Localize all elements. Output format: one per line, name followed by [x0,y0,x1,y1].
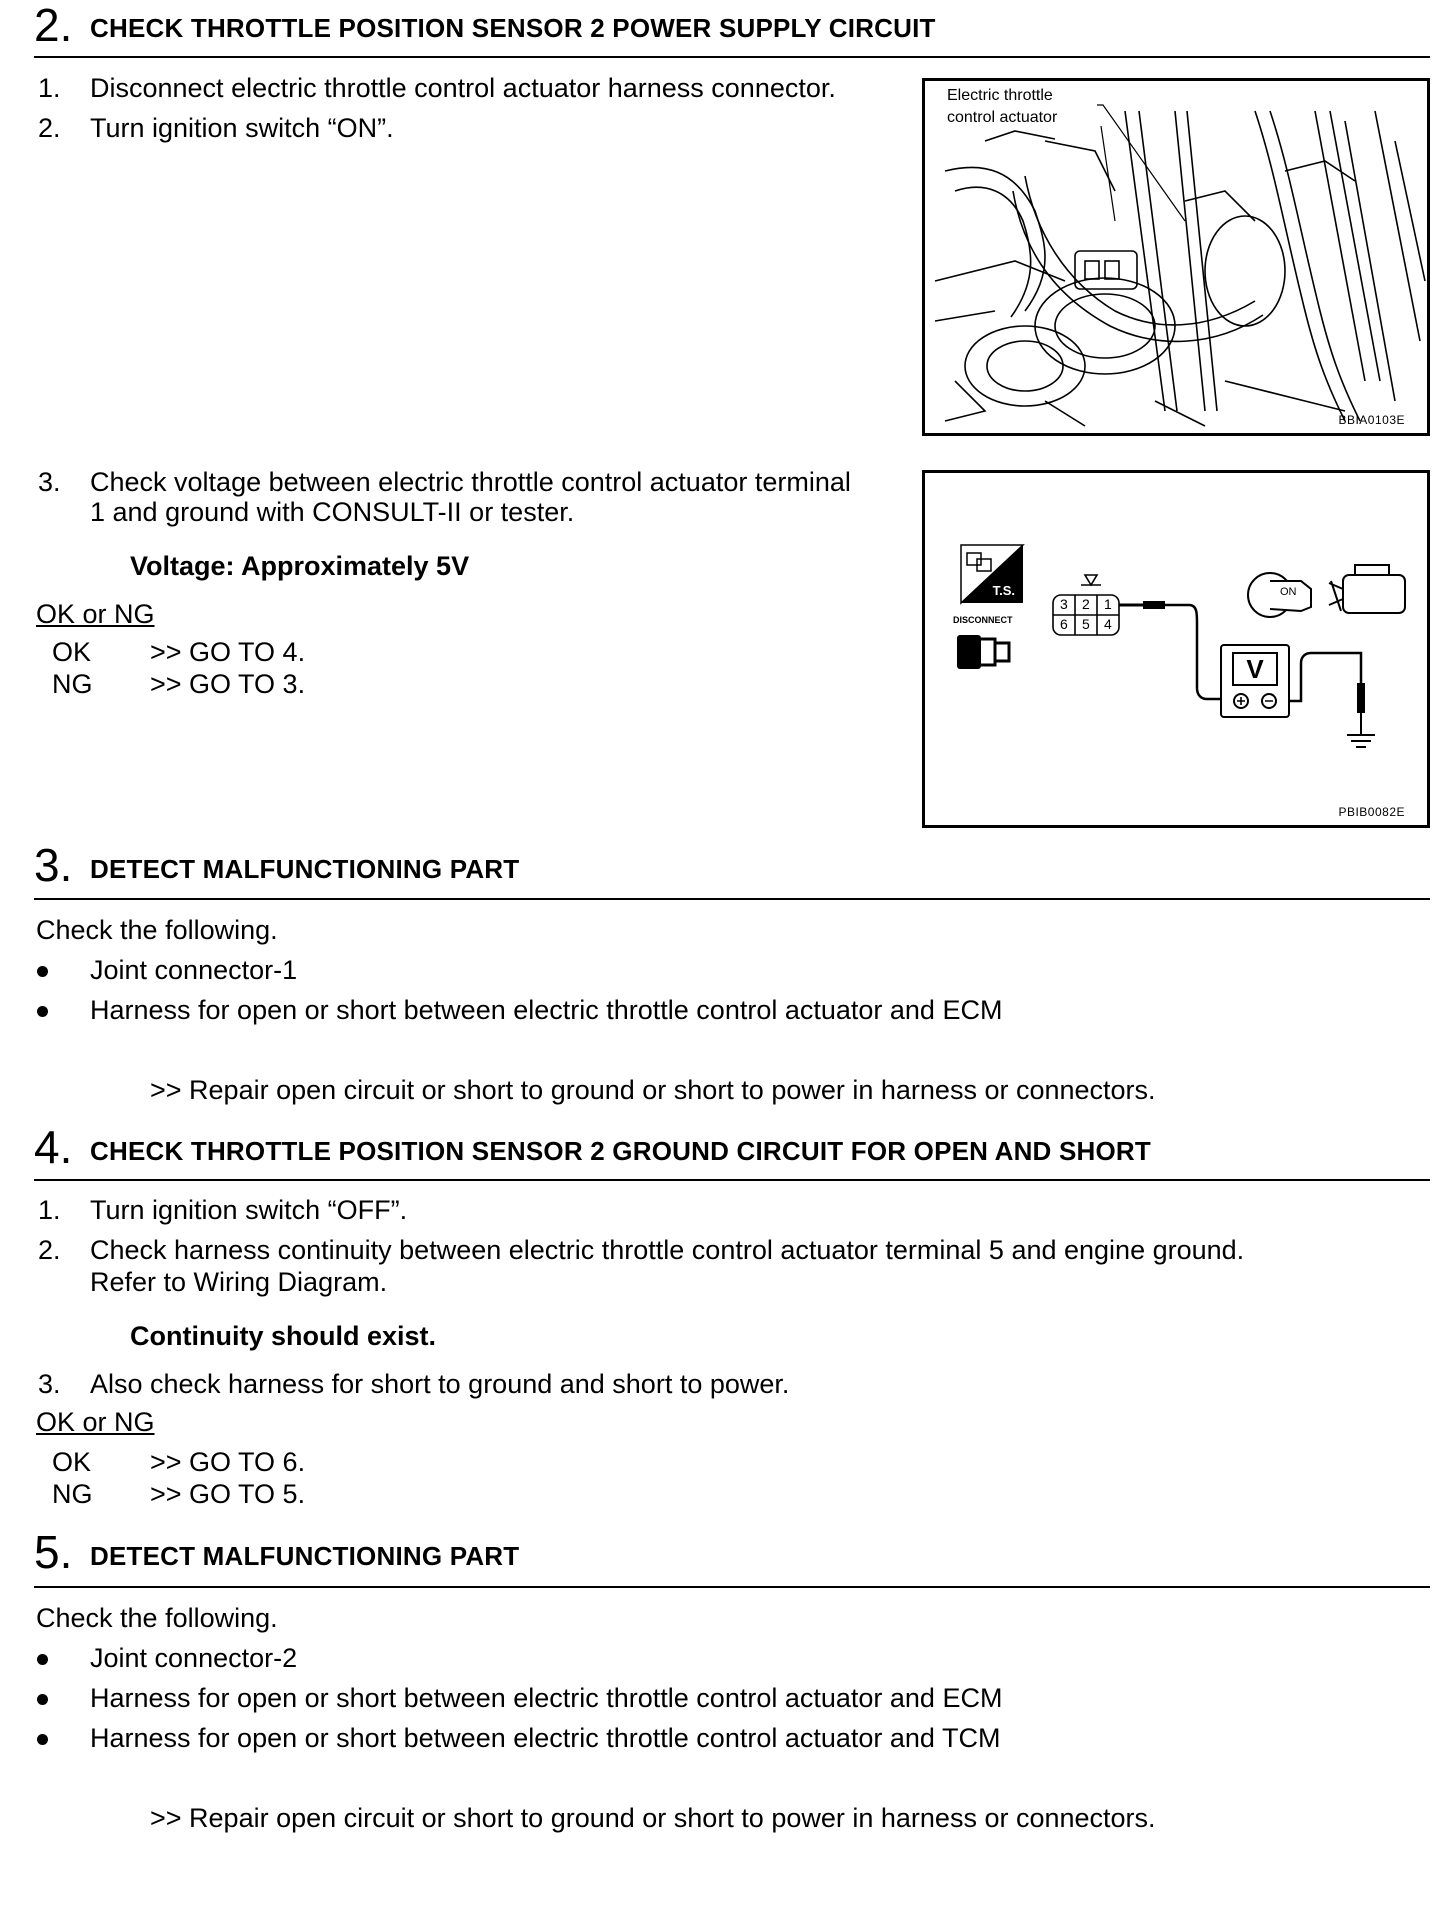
section-divider [34,898,1430,900]
ts-label: T.S. [992,583,1015,598]
instruction-text: Turn ignition switch “OFF”. [90,1195,408,1225]
ng-action: >> GO TO 5. [150,1479,306,1509]
bullet-icon [37,1694,48,1705]
instruction-text: Turn ignition switch “ON”. [90,113,394,143]
pin-label: 5 [1082,616,1090,632]
voltage-check-figure [922,470,1430,828]
list-item: Harness for open or short between electric throttle control actuator and ECM [90,995,1003,1025]
spec-text: Voltage: Approximately 5V [130,551,470,581]
list-item: Joint connector-2 [90,1643,298,1673]
step-number: 2. [34,0,73,51]
spec-text: Continuity should exist. [130,1321,437,1351]
ng-label: NG [52,669,93,699]
result-text: >> Repair open circuit or short to ground or short to power in harness or connectors. [150,1803,1156,1833]
bullet-icon [37,1734,48,1745]
bullet-icon [37,1654,48,1665]
callout-line: Electric throttle [947,87,1053,104]
intro-text: Check the following. [36,915,278,945]
pin-label: 6 [1060,616,1068,632]
ok-action: >> GO TO 4. [150,637,306,667]
ok-label: OK [52,1447,92,1477]
figure-code: PBIB0082E [1338,805,1405,819]
step-number: 5. [34,1526,73,1578]
step-title: CHECK THROTTLE POSITION SENSOR 2 POWER SUPPLY CIRCUIT [90,13,936,43]
list-number: 1. [38,73,61,103]
voltmeter-label: V [1246,654,1264,684]
ok-label: OK [52,637,92,667]
ng-label: NG [52,1479,93,1509]
list-item: Harness for open or short between electric throttle control actuator and TCM [90,1723,1001,1753]
section-divider [34,1179,1430,1181]
section-divider [34,1586,1430,1588]
engine-bay-figure [922,78,1430,436]
step-number: 4. [34,1121,73,1173]
list-number: 3. [38,467,61,497]
pin-label: 4 [1104,616,1112,632]
list-number: 2. [38,113,61,143]
instruction-text: Disconnect electric throttle control actuator harness connector. [90,73,836,103]
engine-icon [1329,565,1405,613]
ok-ng-label: OK or NG [36,599,155,629]
key-on-label: ON [1280,586,1297,598]
disconnect-label: DISCONNECT [953,615,1013,625]
step-title: CHECK THROTTLE POSITION SENSOR 2 GROUND CIRCUIT FOR OPEN AND SHORT [90,1136,1151,1166]
list-number: 2. [38,1235,61,1265]
instruction-text: 1 and ground with CONSULT-II or tester. [90,497,575,527]
bullet-icon [37,1006,48,1017]
step-number: 3. [34,839,73,891]
section-divider [34,56,1430,58]
step-title: DETECT MALFUNCTIONING PART [90,1541,520,1571]
list-number: 1. [38,1195,61,1225]
bullet-icon [37,966,48,977]
ok-ng-label: OK or NG [36,1407,155,1437]
instruction-text: Check voltage between electric throttle control actuator terminal [90,467,851,497]
disconnect-connector-icon [957,635,1009,669]
connector-pin-grid [1053,595,1119,635]
callout-line: control actuator [947,109,1058,126]
ok-action: >> GO TO 6. [150,1447,306,1477]
ng-action: >> GO TO 3. [150,669,306,699]
instruction-text: Check harness continuity between electric throttle control actuator terminal 5 and engine ground. [90,1235,1245,1265]
instruction-text: Refer to Wiring Diagram. [90,1267,388,1297]
voltage-check-diagram [925,473,1427,825]
list-item: Joint connector-1 [90,955,298,985]
engine-bay-drawing [925,81,1427,433]
step-title: DETECT MALFUNCTIONING PART [90,854,520,884]
list-item: Harness for open or short between electric throttle control actuator and ECM [90,1683,1003,1713]
intro-text: Check the following. [36,1603,278,1633]
figure-callout [945,85,1059,129]
pin-label: 1 [1104,596,1112,612]
figure-code: BBIA0103E [1338,413,1405,427]
pin-label: 3 [1060,596,1068,612]
result-text: >> Repair open circuit or short to ground or short to power in harness or connectors. [150,1075,1156,1105]
list-number: 3. [38,1369,61,1399]
pin-label: 2 [1082,596,1090,612]
instruction-text: Also check harness for short to ground and short to power. [90,1369,790,1399]
